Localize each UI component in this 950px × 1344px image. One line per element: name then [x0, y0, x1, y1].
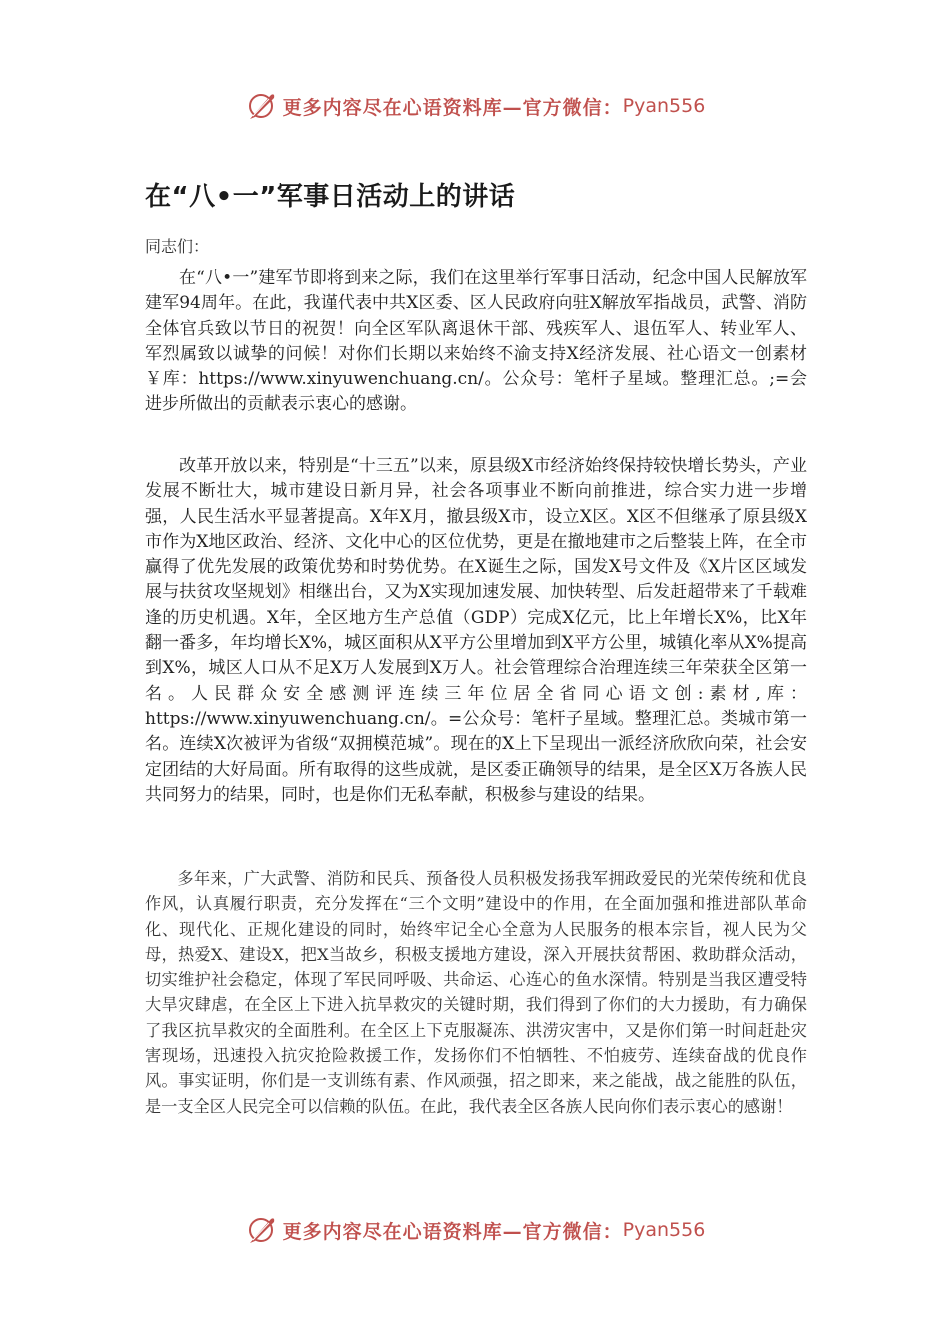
- document-title: 在“八•一”军事日活动上的讲话: [145, 182, 516, 212]
- header-wechat-id: Pyan556: [622, 95, 706, 117]
- paragraph-2: 改革开放以来，特别是“十三五”以来，原县级X市经济始终保持较快增长势头，产业发展不断壮大，城市建设日新月异，社会各项事业不断向前推进，综合实力进一步增强，人民生活水平显著提高。X年X月，撤县级X市，设立X区。X区不但继承了原县级X市作为X地区政治、经济、文化中心的区位优势，更是在撤地建市之后整装上阵，在全市赢得了优先发展的政策优势和时势优势。在X诞生之际，国发X号文件及《X片区区域发展与扶贫攻坚规划》相继出台，又为X实现加速发展、加快转型、后发赶超带来了千载难逢的历史机遇。X年，全区地方生产总值（GDP）完成X亿元，比上年增长X%，比X年翻一番多，年均增长X%，城区面积从X平方公里增加到X平方公里，城镇化率从X%提高到X%，城区人口从不足X万人发展到X万人。社会管理综合治理连续三年荣获全区第一名。人民群众安全感测评连续三年位居全省同心语文创:素材,库：https://www.xinyuwenchuang.cn/。=公众号：笔杆子星域。整理汇总。类城市第一名。连续X次被评为省级“双拥模范城”。现在的X上下呈现出一派经济欣欣向荣，社会安定团结的大好局面。所有取得的这些成就，是区委正确领导的结果，是全区X万各族人民共同努力的结果，同时，也是你们无私奉献，积极参与建设的结果。: [145, 456, 807, 805]
- header-banner-text: 更多内容尽在心语资料库—官方微信：: [282, 96, 623, 119]
- paragraph-1: 在“八•一”建军节即将到来之际，我们在这里举行军事日活动，纪念中国人民解放军建军94周年。在此，我谨代表中共X区委、区人民政府向驻X解放军指战员，武警、消防全体官兵致以节日的祝贺！向全区军队离退休干部、残疾军人、退伍军人、转业军人、军烈属致以诚挚的问候！对你们长期以来始终不渝支持X经济发展、社心语文一创素材￥库：https://www.xinyuwenchuang.cn/。公众号：笔杆子星域。整理汇总。;=会进步所做出的贡献表示衷心的感谢。: [145, 268, 807, 415]
- header-banner: [0, 86, 950, 126]
- footer-banner: [0, 1210, 950, 1250]
- quill-logo-icon: [245, 89, 279, 123]
- footer-wechat-id: Pyan556: [622, 1219, 706, 1241]
- footer-banner-text: 更多内容尽在心语资料库—官方微信：: [282, 1220, 623, 1243]
- salutation: 同志们：: [145, 237, 210, 256]
- quill-logo-icon: [245, 1213, 279, 1247]
- paragraph-3: 多年来，广大武警、消防和民兵、预备役人员积极发扬我军拥政爱民的光荣传统和优良作风，认真履行职责，充分发挥在“三个文明”建设中的作用，在全面加强和推进部队革命化、现代化、正规化建设的同时，始终牢记全心全意为人民服务的根本宗旨，视人民为父母，热爱X、建设X，把X当故乡，积极支援地方建设，深入开展扶贫帮困、救助群众活动，切实维护社会稳定，体现了军民同呼吸、共命运、心连心的鱼水深情。特别是当我区遭受特大旱灾肆虐，在全区上下进入抗旱救灾的关键时期，我们得到了你们的大力援助，有力确保了我区抗旱救灾的全面胜利。在全区上下克服凝冻、洪涝灾害中，又是你们第一时间赶赴灾害现场，迅速投入抗灾抢险救援工作，发扬你们不怕牺牲、不怕疲劳、连续奋战的优良作风。事实证明，你们是一支训练有素、作风顽强，招之即来，来之能战，战之能胜的队伍，是一支全区人民完全可以信赖的队伍。在此，我代表全区各族人民向你们表示衷心的感谢！: [145, 869, 807, 1116]
